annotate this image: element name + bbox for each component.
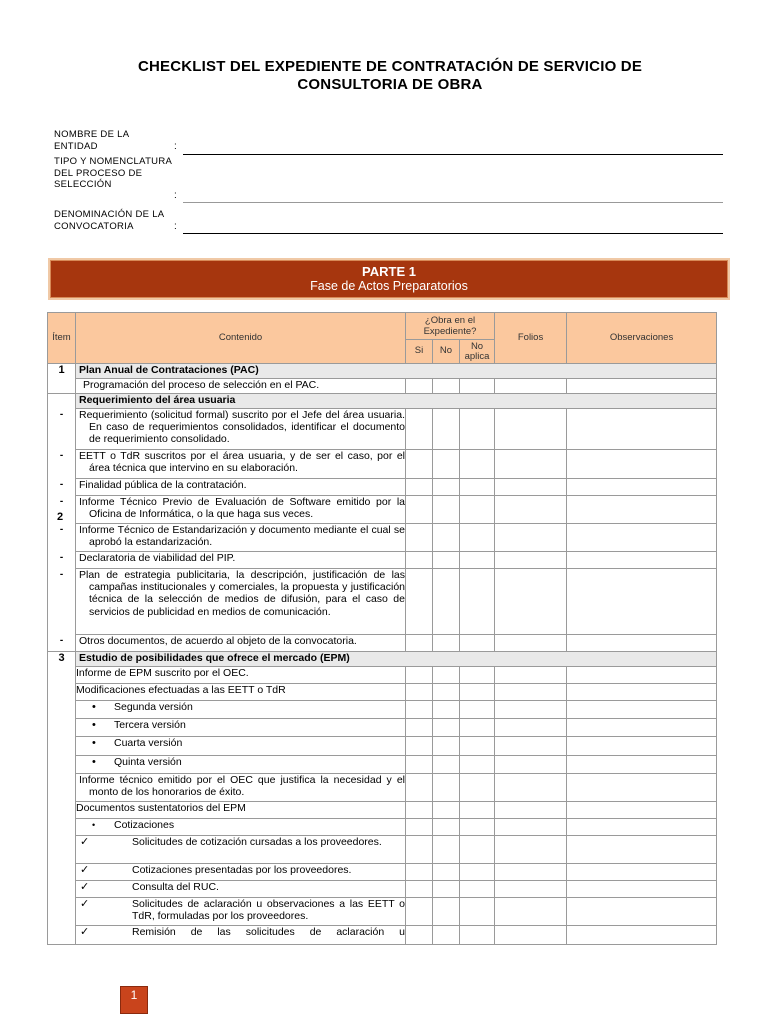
bullet-icon: • (92, 701, 96, 713)
observaciones-cell[interactable] (567, 756, 717, 774)
row-content (76, 737, 406, 756)
no-cell[interactable] (433, 667, 460, 684)
si-cell[interactable] (406, 719, 433, 737)
folios-cell[interactable] (495, 684, 567, 701)
no-aplica-cell[interactable] (460, 881, 495, 898)
check-icon: ✓ (80, 864, 90, 876)
no-cell[interactable] (433, 864, 460, 881)
dash-mark: - (59, 523, 64, 535)
folios-cell[interactable] (495, 737, 567, 756)
si-cell[interactable] (406, 552, 433, 569)
check-icon: ✓ (80, 881, 90, 893)
no-aplica-cell[interactable] (460, 667, 495, 684)
si-cell[interactable] (406, 409, 433, 450)
version-label: Segunda versión (114, 701, 193, 713)
table-row (48, 898, 717, 926)
section-row (48, 394, 717, 409)
checklist-table (47, 312, 717, 945)
table-row (48, 496, 717, 524)
si-cell[interactable] (406, 836, 433, 864)
row-content (76, 836, 406, 864)
table-row (48, 774, 717, 802)
folios-cell[interactable] (495, 524, 567, 552)
folios-cell[interactable] (495, 836, 567, 864)
observaciones-cell[interactable] (567, 409, 717, 450)
table-row (48, 802, 717, 819)
row-content: Documentos sustentatorios del EPM (76, 802, 406, 819)
row-content: EETT o TdR suscritos por el área usuaria, y de ser el caso, por el área técnica que intervino en su elaboración. (76, 450, 406, 479)
no-cell[interactable] (433, 719, 460, 737)
row-content (76, 819, 406, 836)
check-icon: ✓ (80, 836, 90, 848)
no-aplica-cell[interactable] (460, 569, 495, 635)
folios-cell[interactable] (495, 819, 567, 836)
si-cell[interactable] (406, 864, 433, 881)
folios-cell[interactable] (495, 479, 567, 496)
bullet-icon: • (92, 737, 96, 749)
row-content: Plan de estrategia publicitaria, la descripción, justificación de las campañas institucionales y comerciales, la propuesta y justificación técnica de la selección de medios de difusión, para el caso de servicios de publicidad en medios de comunicación. (76, 569, 406, 635)
check-label: Cotizaciones presentadas por los proveedores. (132, 864, 352, 876)
folios-cell[interactable] (495, 409, 567, 450)
row-content: Declaratoria de viabilidad del PIP. (76, 552, 406, 569)
no-cell[interactable] (433, 756, 460, 774)
no-cell[interactable] (433, 684, 460, 701)
table-row (48, 667, 717, 684)
no-cell[interactable] (433, 552, 460, 569)
si-cell[interactable] (406, 926, 433, 945)
row-dash: - (48, 450, 76, 479)
folios-cell[interactable] (495, 635, 567, 652)
no-aplica-cell[interactable] (460, 737, 495, 756)
no-aplica-cell[interactable] (460, 684, 495, 701)
section-row (48, 652, 717, 667)
si-cell[interactable] (406, 701, 433, 719)
table-row (48, 719, 717, 737)
header-no-aplica: No aplica (460, 340, 495, 364)
folios-cell[interactable] (495, 926, 567, 945)
entidad-input[interactable] (183, 142, 723, 155)
no-aplica-cell[interactable] (460, 379, 495, 394)
folios-cell[interactable] (495, 864, 567, 881)
observaciones-cell[interactable] (567, 552, 717, 569)
bullet-icon: • (92, 820, 96, 830)
item-number: 1 (48, 364, 76, 394)
folios-cell[interactable] (495, 379, 567, 394)
si-cell[interactable] (406, 635, 433, 652)
no-aplica-cell[interactable] (460, 479, 495, 496)
row-content: Informe Técnico Previo de Evaluación de Software emitido por la Oficina de Informática, o la que haga sus veces. (76, 496, 406, 524)
si-cell[interactable] (406, 496, 433, 524)
row-content (76, 881, 406, 898)
observaciones-cell[interactable] (567, 450, 717, 479)
folios-cell[interactable] (495, 898, 567, 926)
observaciones-cell[interactable] (567, 737, 717, 756)
table-row (48, 864, 717, 881)
no-cell[interactable] (433, 737, 460, 756)
table-row (48, 819, 717, 836)
section-title: Plan Anual de Contrataciones (PAC) (76, 364, 717, 379)
no-cell[interactable] (433, 635, 460, 652)
no-aplica-cell[interactable] (460, 774, 495, 802)
item-number: 3 (48, 652, 76, 667)
page-number: 1 (120, 986, 148, 1014)
observaciones-cell[interactable] (567, 684, 717, 701)
no-aplica-cell[interactable] (460, 409, 495, 450)
table-row (48, 881, 717, 898)
folios-cell[interactable] (495, 450, 567, 479)
row-content: Informe técnico emitido por el OEC que justifica la necesidad y el monto de los honorarios de éxito. (76, 774, 406, 802)
row-content: Informe Técnico de Estandarización y documento mediante el cual se aprobó la estandarización. (76, 524, 406, 552)
no-aplica-cell[interactable] (460, 552, 495, 569)
no-cell[interactable] (433, 409, 460, 450)
bullet-icon: • (92, 756, 96, 768)
no-aplica-cell[interactable] (460, 635, 495, 652)
table-row (48, 756, 717, 774)
version-label: Quinta versión (114, 756, 182, 768)
folios-cell[interactable] (495, 552, 567, 569)
part-title: PARTE 1 (362, 264, 416, 279)
table-row (48, 569, 717, 635)
table-row (48, 635, 717, 652)
row-content: Modificaciones efectuadas a las EETT o TdR (76, 684, 406, 701)
no-cell[interactable] (433, 898, 460, 926)
no-aplica-cell[interactable] (460, 756, 495, 774)
folios-cell[interactable] (495, 701, 567, 719)
row-content (76, 701, 406, 719)
bullet-icon: • (92, 719, 96, 731)
observaciones-cell[interactable] (567, 479, 717, 496)
row-dash: - (48, 496, 76, 524)
si-cell[interactable] (406, 379, 433, 394)
row-content: Finalidad pública de la contratación. (76, 479, 406, 496)
row-content (76, 926, 406, 945)
no-aplica-cell[interactable] (460, 836, 495, 864)
si-cell[interactable] (406, 898, 433, 926)
si-cell[interactable] (406, 802, 433, 819)
observaciones-cell[interactable] (567, 881, 717, 898)
no-cell[interactable] (433, 802, 460, 819)
check-label: Consulta del RUC. (132, 881, 219, 893)
no-cell[interactable] (433, 450, 460, 479)
row-dash: - (48, 635, 76, 652)
no-aplica-cell[interactable] (460, 450, 495, 479)
observaciones-cell[interactable] (567, 524, 717, 552)
folios-cell[interactable] (495, 802, 567, 819)
observaciones-cell[interactable] (567, 719, 717, 737)
row-content (76, 864, 406, 881)
row-dash: - (48, 552, 76, 569)
observaciones-cell[interactable] (567, 667, 717, 684)
observaciones-cell[interactable] (567, 802, 717, 819)
field-label-entidad: NOMBRE DE LA ENTIDAD (54, 129, 129, 152)
folios-cell[interactable] (495, 756, 567, 774)
no-aplica-cell[interactable] (460, 524, 495, 552)
no-cell[interactable] (433, 774, 460, 802)
header-contenido: Contenido (76, 313, 406, 364)
row-content: Programación del proceso de selección en el PAC. (76, 379, 406, 394)
folios-cell[interactable] (495, 496, 567, 524)
header-observaciones: Observaciones (567, 313, 717, 364)
no-aplica-cell[interactable] (460, 496, 495, 524)
no-cell[interactable] (433, 524, 460, 552)
colon: : (174, 221, 177, 232)
si-cell[interactable] (406, 479, 433, 496)
row-dash: - (48, 409, 76, 450)
check-label: Solicitudes de cotización cursadas a los proveedores. (132, 836, 382, 848)
si-cell[interactable] (406, 684, 433, 701)
no-aplica-cell[interactable] (460, 819, 495, 836)
table-row (48, 479, 717, 496)
item-number: 2 (57, 510, 64, 523)
table-row (48, 926, 717, 945)
field-label-tipo: TIPO Y NOMENCLATURA DEL PROCESO DE SELECCIÓN (54, 156, 172, 190)
no-cell[interactable] (433, 379, 460, 394)
tipo-input[interactable] (183, 190, 723, 203)
colon: : (174, 141, 177, 152)
observaciones-cell[interactable] (567, 819, 717, 836)
folios-cell[interactable] (495, 569, 567, 635)
observaciones-cell[interactable] (567, 836, 717, 864)
no-aplica-cell[interactable] (460, 926, 495, 945)
item-spacer (48, 667, 76, 945)
si-cell[interactable] (406, 756, 433, 774)
no-cell[interactable] (433, 479, 460, 496)
row-dash: - (48, 479, 76, 496)
folios-cell[interactable] (495, 719, 567, 737)
check-label: Remisión de las solicitudes de aclaración u (132, 926, 405, 938)
table-row (48, 450, 717, 479)
section-row (48, 364, 717, 379)
row-dash: - (48, 569, 76, 635)
si-cell[interactable] (406, 774, 433, 802)
si-cell[interactable] (406, 524, 433, 552)
si-cell[interactable] (406, 881, 433, 898)
no-cell[interactable] (433, 569, 460, 635)
no-aplica-cell[interactable] (460, 719, 495, 737)
header-obra: ¿Obra en el Expediente? (406, 313, 495, 340)
header-folios: Folios (495, 313, 567, 364)
no-cell[interactable] (433, 819, 460, 836)
row-dash (48, 510, 76, 552)
colon: : (174, 190, 177, 201)
table-row (48, 701, 717, 719)
convocatoria-input[interactable] (183, 221, 723, 234)
part-subtitle: Fase de Actos Preparatorios (310, 279, 468, 293)
no-aplica-cell[interactable] (460, 898, 495, 926)
si-cell[interactable] (406, 450, 433, 479)
header-item: Ítem (48, 313, 76, 364)
table-row (48, 524, 717, 552)
row-content: Requerimiento (solicitud formal) suscrito por el Jefe del área usuaria. En caso de requerimientos consolidados, identificar el documento de requerimiento consolidado. (76, 409, 406, 450)
si-cell[interactable] (406, 737, 433, 756)
row-content: Otros documentos, de acuerdo al objeto de la convocatoria. (76, 635, 406, 652)
observaciones-cell[interactable] (567, 701, 717, 719)
folios-cell[interactable] (495, 881, 567, 898)
check-label: Solicitudes de aclaración u observaciones a las EETT o TdR, formuladas por los proveedores. (132, 898, 405, 923)
table-row (48, 836, 717, 864)
header-no: No (433, 340, 460, 364)
no-aplica-cell[interactable] (460, 864, 495, 881)
table-row (48, 684, 717, 701)
no-aplica-cell[interactable] (460, 802, 495, 819)
row-content (76, 719, 406, 737)
observaciones-cell[interactable] (567, 635, 717, 652)
no-cell[interactable] (433, 881, 460, 898)
version-label: Cuarta versión (114, 737, 183, 749)
observaciones-cell[interactable] (567, 926, 717, 945)
folios-cell[interactable] (495, 667, 567, 684)
observaciones-cell[interactable] (567, 898, 717, 926)
row-content (76, 756, 406, 774)
observaciones-cell[interactable] (567, 774, 717, 802)
table-row (48, 737, 717, 756)
check-icon: ✓ (80, 898, 90, 910)
si-cell[interactable] (406, 569, 433, 635)
header-si: Si (406, 340, 433, 364)
document-title: CHECKLIST DEL EXPEDIENTE DE CONTRATACIÓN DE SERVICIO DE CONSULTORIA DE OBRA (137, 58, 643, 93)
check-icon: ✓ (80, 926, 90, 938)
observaciones-cell[interactable] (567, 569, 717, 635)
item-spacer (48, 394, 76, 409)
table-row (48, 552, 717, 569)
section-title: Requerimiento del área usuaria (76, 394, 717, 409)
part-banner (50, 260, 728, 298)
version-label: Tercera versión (114, 719, 186, 731)
observaciones-cell[interactable] (567, 864, 717, 881)
row-content (76, 898, 406, 926)
observaciones-cell[interactable] (567, 379, 717, 394)
no-cell[interactable] (433, 836, 460, 864)
observaciones-cell[interactable] (567, 496, 717, 524)
table-row (48, 409, 717, 450)
si-cell[interactable] (406, 819, 433, 836)
cotizaciones-label: Cotizaciones (114, 819, 175, 831)
no-aplica-cell[interactable] (460, 701, 495, 719)
no-cell[interactable] (433, 926, 460, 945)
no-cell[interactable] (433, 701, 460, 719)
row-content: Informe de EPM suscrito por el OEC. (76, 667, 406, 684)
folios-cell[interactable] (495, 774, 567, 802)
section-title: Estudio de posibilidades que ofrece el mercado (EPM) (76, 652, 717, 667)
no-cell[interactable] (433, 496, 460, 524)
si-cell[interactable] (406, 667, 433, 684)
table-row (48, 379, 717, 394)
field-label-convocatoria: DENOMINACIÓN DE LA CONVOCATORIA (54, 209, 164, 232)
